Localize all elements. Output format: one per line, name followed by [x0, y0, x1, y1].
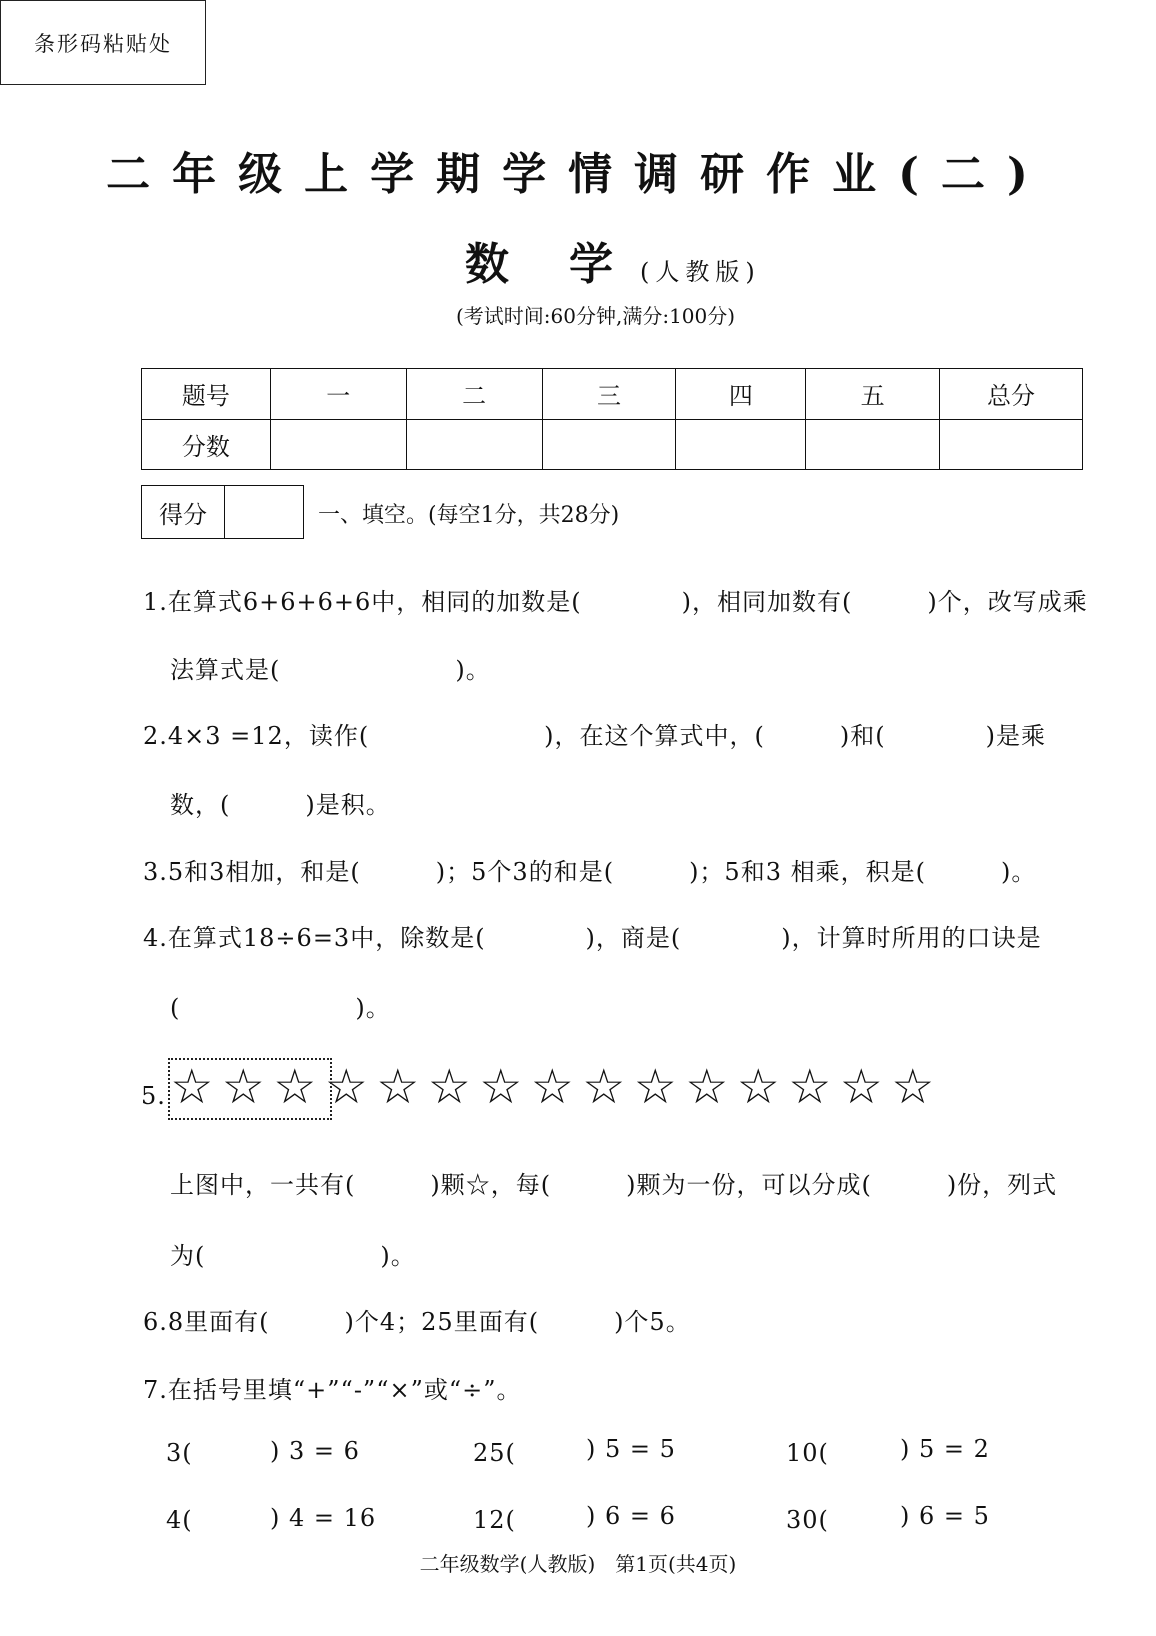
table-row-label: 分数	[142, 419, 271, 470]
score-table	[141, 368, 1083, 470]
section-score-box	[141, 485, 304, 539]
q7-item-left: 10(	[786, 1439, 829, 1467]
table-header-cell: 一	[270, 369, 406, 420]
star-icon: ☆	[170, 1059, 214, 1115]
table-row	[142, 369, 1083, 420]
question-2-cont: 数，( )是积。	[170, 791, 391, 819]
table-header-cell: 题号	[142, 369, 271, 420]
q7-item-right: ) 5 = 5	[586, 1435, 676, 1463]
section-score-blank[interactable]	[225, 486, 303, 538]
barcode-label: 条形码粘贴处	[34, 31, 172, 56]
table-header-cell: 三	[542, 369, 676, 420]
section-score-label: 得分	[142, 486, 225, 538]
section-heading: 一、填空。(每空1分，共28分)	[318, 503, 620, 528]
question-4-cont: ( )。	[170, 994, 391, 1022]
score-cell[interactable]	[270, 419, 406, 470]
exam-info: (考试时间:60分钟,满分:100分)	[456, 304, 736, 328]
q7-item-left: 12(	[473, 1506, 516, 1534]
question-5: 上图中，一共有( )颗☆，每( )颗为一份，可以分成( )份，列式	[170, 1171, 1058, 1199]
q7-item-left: 4(	[166, 1506, 193, 1534]
page-footer: 二年级数学(人教版) 第1页(共4页)	[419, 1552, 737, 1576]
question-4: 4.在算式18÷6=3中，除数是( )，商是( )，计算时所用的口诀是	[143, 924, 1042, 952]
table-header-cell: 总分	[940, 369, 1083, 420]
question-2: 2.4×3 =12，读作( )，在这个算式中，( )和( )是乘	[143, 722, 1047, 750]
exam-title: 二年级上学期学情调研作业(二)	[106, 149, 1050, 200]
star-icon: ☆	[633, 1059, 677, 1115]
star-icon: ☆	[685, 1059, 729, 1115]
edition-label: (人教版)	[640, 258, 761, 286]
q7-item-left: 25(	[473, 1439, 516, 1467]
star-icon: ☆	[891, 1059, 935, 1115]
table-header-cell: 二	[406, 369, 542, 420]
star-icon: ☆	[273, 1059, 317, 1115]
table-header-cell: 五	[806, 369, 940, 420]
star-icon: ☆	[530, 1059, 574, 1115]
question-6: 6.8里面有( )个4；25里面有( )个5。	[143, 1308, 691, 1336]
star-icon: ☆	[736, 1059, 780, 1115]
star-icon: ☆	[376, 1059, 420, 1115]
table-row	[142, 419, 1083, 470]
q7-item-left: 30(	[786, 1506, 829, 1534]
star-icon: ☆	[839, 1059, 883, 1115]
score-cell[interactable]	[406, 419, 542, 470]
star-icon: ☆	[788, 1059, 832, 1115]
q7-item-right: ) 6 = 6	[586, 1502, 676, 1530]
question-3: 3.5和3相加，和是( )；5个3的和是( )；5和3 相乘，积是( )。	[143, 858, 1037, 886]
star-icon: ☆	[427, 1059, 471, 1115]
q7-item-right: ) 5 = 2	[900, 1435, 990, 1463]
dotted-group-box	[168, 1058, 332, 1120]
table-header-cell: 四	[676, 369, 806, 420]
question-5-number: 5.	[141, 1082, 166, 1110]
star-icon: ☆	[221, 1059, 265, 1115]
subject-title: 数学	[465, 239, 673, 290]
score-cell[interactable]	[806, 419, 940, 470]
question-1-cont: 法算式是( )。	[170, 656, 491, 684]
question-5-cont: 为( )。	[170, 1242, 416, 1270]
q7-item-right: ) 3 = 6	[270, 1437, 360, 1465]
score-cell[interactable]	[542, 419, 676, 470]
question-1: 1.在算式6+6+6+6中，相同的加数是( )，相同加数有( )个，改写成乘	[143, 588, 1088, 616]
score-cell[interactable]	[676, 419, 806, 470]
star-icon: ☆	[479, 1059, 523, 1115]
q7-item-right: ) 6 = 5	[900, 1502, 990, 1530]
barcode-box	[0, 0, 206, 85]
score-cell[interactable]	[940, 419, 1083, 470]
star-icon: ☆	[582, 1059, 626, 1115]
question-7: 7.在括号里填“+”“-”“×”或“÷”。	[143, 1376, 522, 1404]
star-icon: ☆	[324, 1059, 368, 1115]
q7-item-right: ) 4 = 16	[270, 1504, 377, 1532]
q7-item-left: 3(	[166, 1439, 193, 1467]
